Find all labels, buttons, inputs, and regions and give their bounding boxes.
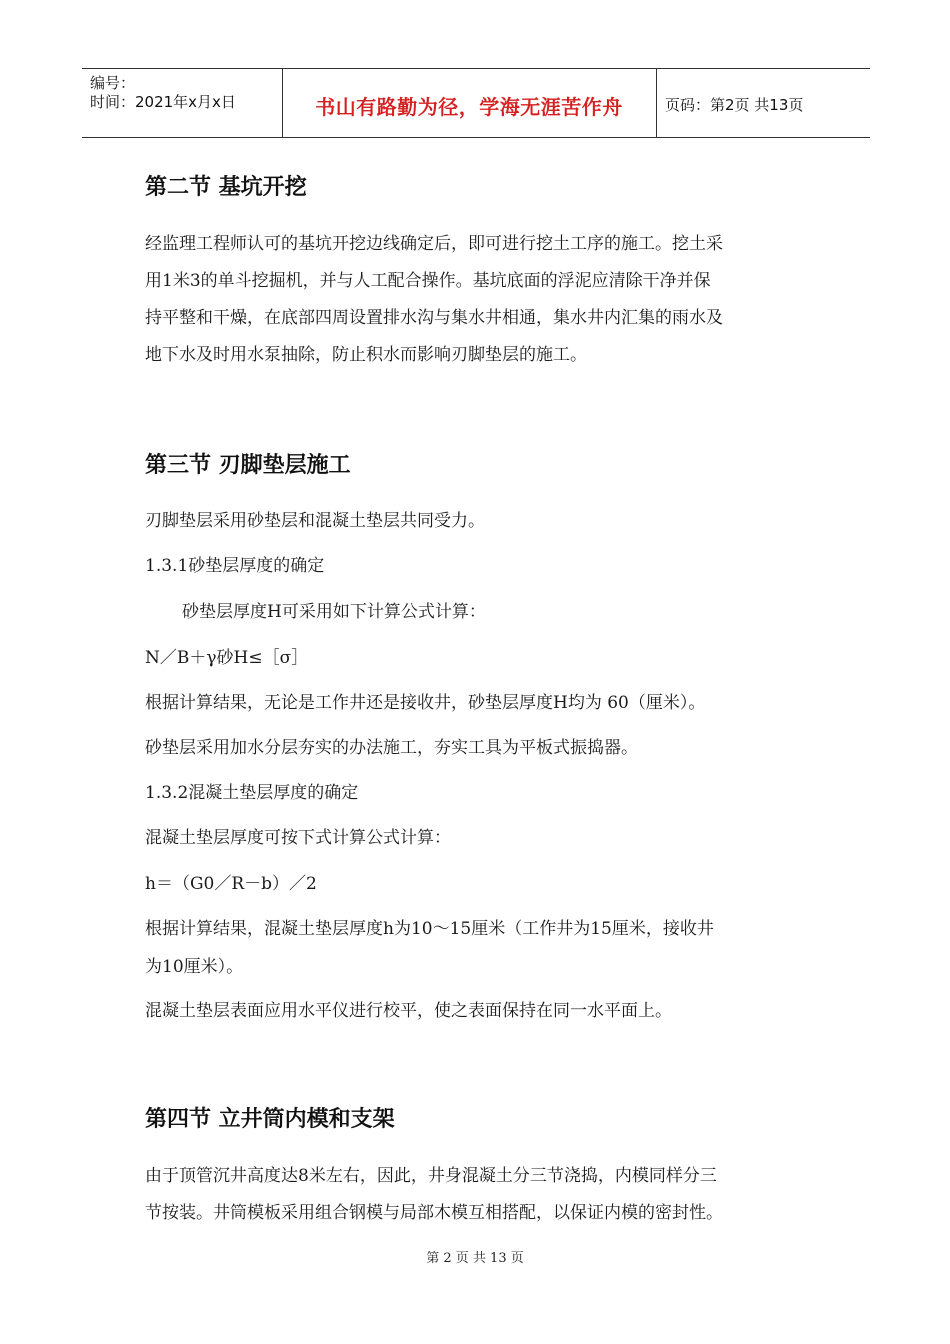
- section-title: 第四节 立井筒内模和支架: [145, 1107, 395, 1132]
- paragraph-line: 用1米3的单斗挖掘机，并与人工配合操作。基坑底面的浮泥应清除干净并保: [145, 271, 711, 291]
- paragraph-line: 混凝土垫层表面应用水平仪进行校平，使之表面保持在同一水平面上。: [145, 1001, 672, 1021]
- section-title: 第三节 刃脚垫层施工: [145, 453, 351, 478]
- date-label: 时间：2021年x月x日: [90, 93, 236, 111]
- number-label: 编号：: [90, 74, 136, 92]
- paragraph-line: 持平整和干燥，在底部四周设置排水沟与集水井相通，集水井内汇集的雨水及: [145, 308, 723, 328]
- paragraph-line: 砂垫层采用加水分层夯实的办法施工，夯实工具为平板式振捣器。: [145, 738, 638, 758]
- section-title: 第二节 基坑开挖: [145, 175, 307, 200]
- paragraph-line: 经监理工程师认可的基坑开挖边线确定后，即可进行挖土工序的施工。挖土采: [145, 234, 723, 254]
- paragraph-line: 混凝土垫层厚度可按下式计算公式计算：: [145, 828, 451, 848]
- subheading: 1.3.1砂垫层厚度的确定: [145, 556, 325, 576]
- formula: N／B＋γ砂H≤［σ］: [145, 648, 309, 668]
- motto: 书山有路勤为径，学海无涯苦作舟: [315, 95, 623, 119]
- paragraph-line: 由于顶管沉井高度达8米左右，因此，井身混凝土分三节浇捣，内模同样分三: [145, 1166, 717, 1186]
- page-label: 页码：第2页 共13页: [665, 96, 804, 114]
- page-footer: 第 2 页 共 13 页: [426, 1251, 524, 1266]
- header-page-cell: [657, 69, 870, 137]
- paragraph-line: 节按装。井筒模板采用组合钢模与局部木模互相搭配，以保证内模的密封性。: [145, 1203, 723, 1223]
- paragraph-line: 砂垫层厚度H可采用如下计算公式计算：: [182, 602, 486, 622]
- formula: h＝（G0／R－b）／2: [145, 874, 317, 894]
- paragraph-line: 地下水及时用水泵抽除，防止积水而影响刃脚垫层的施工。: [145, 345, 587, 365]
- page-header: [82, 68, 870, 138]
- paragraph-line: 为10厘米）。: [145, 957, 244, 977]
- paragraph-line: 根据计算结果，无论是工作井还是接收井，砂垫层厚度H均为 60（厘米）。: [145, 693, 706, 713]
- paragraph-line: 刃脚垫层采用砂垫层和混凝土垫层共同受力。: [145, 511, 485, 531]
- header-meta-cell: [82, 69, 283, 137]
- subheading: 1.3.2混凝土垫层厚度的确定: [145, 783, 359, 803]
- paragraph-line: 根据计算结果，混凝土垫层厚度h为10～15厘米（工作井为15厘米，接收井: [145, 919, 714, 939]
- header-motto-cell: [282, 69, 657, 137]
